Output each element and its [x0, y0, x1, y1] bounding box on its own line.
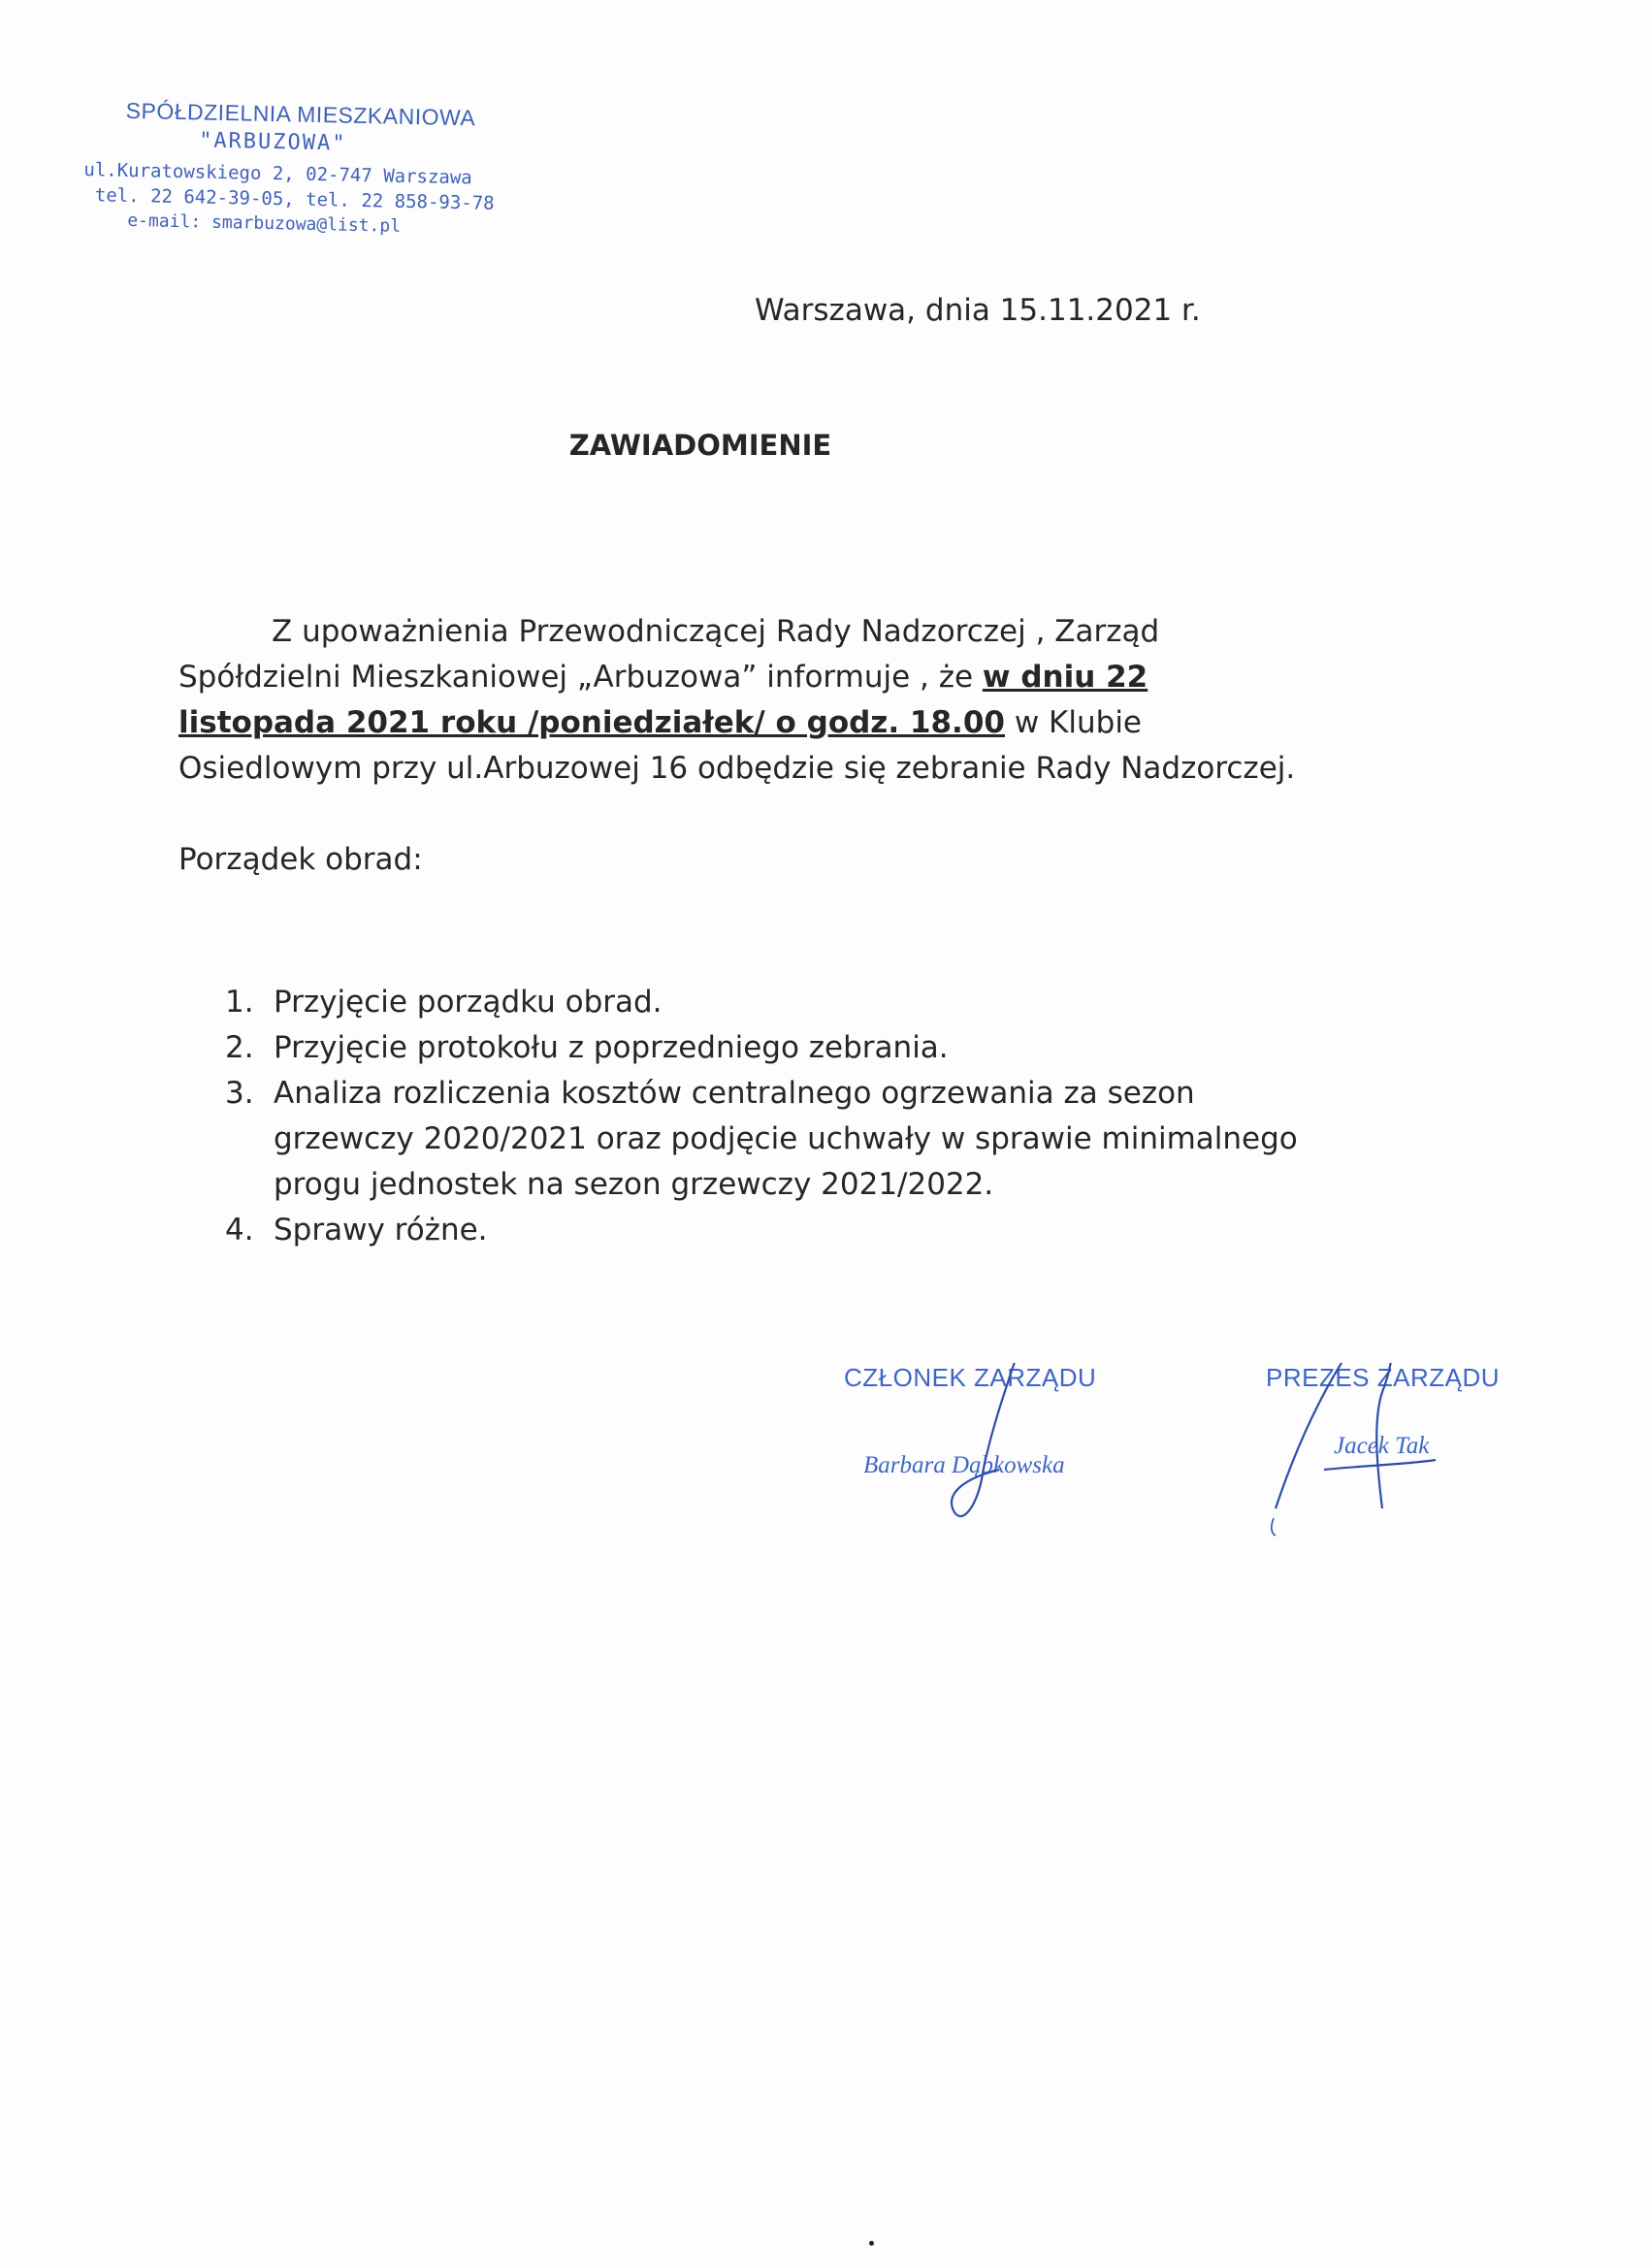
agenda-item-number: 4. [225, 1213, 254, 1247]
agenda-item [225, 1071, 1341, 1208]
agenda-item-number: 1. [225, 985, 254, 1020]
board-president-role: PREZES ZARZĄDU [1266, 1363, 1501, 1392]
stamp-short-name: "ARBUZOWA" [198, 128, 347, 156]
cooperative-stamp [83, 97, 502, 237]
board-president-name: Jacek Tak [1334, 1433, 1430, 1459]
stamp-email: e-mail: smarbuzowa@list.pl [127, 210, 402, 237]
agenda-item [225, 980, 1341, 1025]
agenda-heading: Porządek obrad: [178, 842, 423, 877]
board-president-signature-block [1266, 1363, 1557, 1557]
agenda-item [225, 1025, 1341, 1071]
notice-paragraph [178, 609, 1313, 792]
agenda-item-number: 2. [225, 1030, 254, 1065]
meeting-datetime: w dniu 22 listopada 2021 roku /poniedziałek/ o godz. 18.00 [178, 660, 1148, 740]
agenda-item-text: Przyjęcie porządku obrad. [274, 985, 663, 1020]
agenda-list [225, 980, 1341, 1253]
agenda-item-text: Analiza rozliczenia kosztów centralnego ogrzewania za sezon grzewczy 2020/2021 oraz podjęcie uchwały w sprawie minimalnego progu jednostek na sezon grzewczy 2021/2022. [274, 1076, 1298, 1202]
notice-text-intro: Z upoważnienia Przewodniczącej Rady Nadzorczej , Zarząd Spółdzielni Mieszkaniowej „Arbuzowa” informuje , że [178, 614, 1160, 695]
agenda-item-text: Przyjęcie protokołu z poprzedniego zebrania. [274, 1030, 949, 1065]
agenda-item [225, 1208, 1341, 1253]
date-line: Warszawa, dnia 15.11.2021 r. [755, 293, 1201, 328]
scan-mark [869, 2241, 874, 2246]
stamp-address: ul.Kuratowskiego 2, 02-747 Warszawa [83, 158, 472, 189]
board-president-signature [1266, 1363, 1557, 1576]
stamp-phone: tel. 22 642-39-05, tel. 22 858-93-78 [94, 184, 495, 214]
board-member-signature-block [844, 1363, 1193, 1557]
agenda-item-text: Sprawy różne. [274, 1213, 488, 1247]
stamp-name: SPÓŁDZIELNIA MIESZKANIOWA [125, 97, 476, 131]
board-member-role: CZŁONEK ZARZĄDU [844, 1363, 1097, 1392]
document-title: ZAWIADOMIENIE [568, 429, 832, 462]
agenda-item-number: 3. [225, 1076, 254, 1111]
notice-text-outro: w Klubie Osiedlowym przy ul.Arbuzowej 16 odbędzie się zebranie Rady Nadzorczej. [178, 705, 1296, 786]
board-member-name: Barbara Dąbkowska [863, 1452, 1065, 1478]
